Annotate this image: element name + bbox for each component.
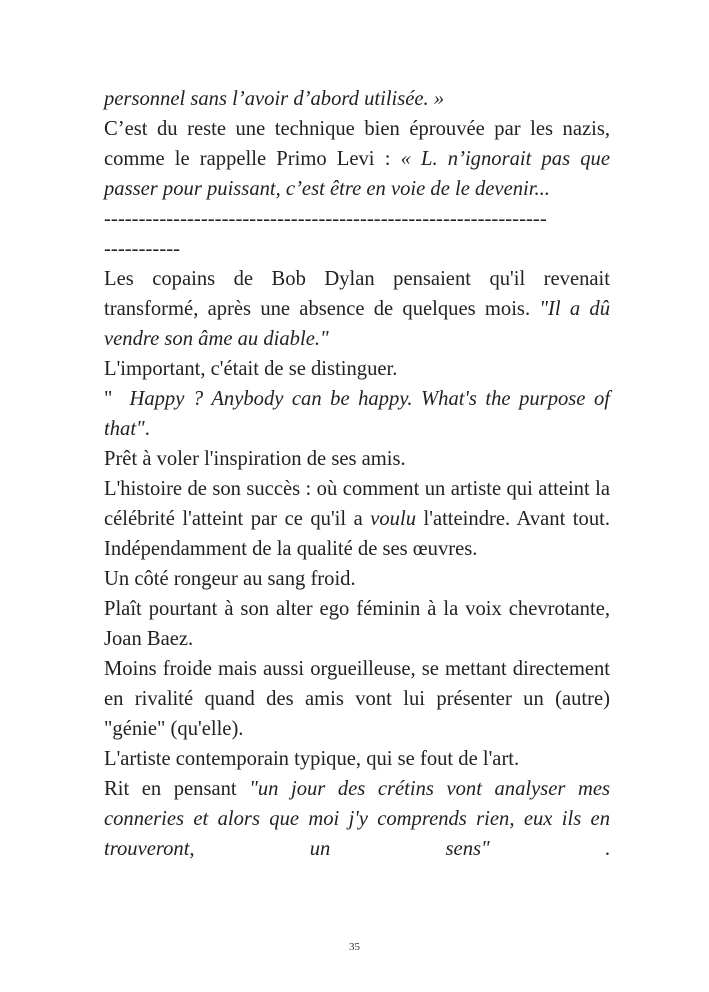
paragraph-5-open: " [104, 388, 130, 410]
paragraph-11: L'artiste contemporain typique, qui se fout de l'art. [104, 748, 520, 770]
page-body [104, 84, 610, 864]
diable-quote: "Il a dû vendre son âme au diable." [104, 298, 610, 350]
paragraph-10: Moins froide mais aussi orgueilleuse, se mettant directement en rivalité quand des amis vont lui présenter un (autre) "génie" (qu'elle). [104, 658, 610, 740]
paragraph-8: Un côté rongeur au sang froid. [104, 568, 356, 590]
paragraph-12-text: Rit en pensant [104, 778, 250, 800]
paragraph-4: L'important, c'était de se distinguer. [104, 358, 398, 380]
page-number: 35 [349, 941, 360, 953]
paragraph-7-text: L'histoire de son succès : où comment un artiste qui atteint la célébrité l'atteint par ce qu'il a [104, 478, 610, 530]
happy-quote: Happy ? Anybody can be happy. What's the purpose of that" [104, 388, 610, 440]
cretins-quote: "un jour des crétins vont analyser mes conneries et alors que moi j'y comprends rien, eux ils en trouveront, un sens" [104, 778, 610, 860]
voulu-emphasis: voulu [370, 508, 417, 530]
paragraph-5-end: . [144, 418, 150, 440]
paragraph-3-text: Les copains de Bob Dylan pensaient qu'il revenait transformé, après une absence de quelques mois. [104, 268, 610, 320]
paragraph-5 [104, 384, 610, 444]
paragraph-2 [104, 114, 610, 204]
separator-line-2: ----------- [104, 238, 181, 260]
paragraph-12 [104, 774, 610, 864]
paragraph-9: Plaît pourtant à son alter ego féminin à la voix chevrotante, Joan Baez. [104, 598, 610, 650]
separator-line-1: ---------------------------------------------------------------- [104, 208, 547, 230]
paragraph-7-rest: l'atteindre. Avant tout. Indépendamment de la qualité de ses œuvres. [104, 508, 610, 560]
paragraph-6: Prêt à voler l'inspiration de ses amis. [104, 448, 406, 470]
paragraph-1: personnel sans l’avoir d’abord utilisée. » [104, 88, 445, 110]
paragraph-3 [104, 264, 610, 354]
primo-levi-quote: « L. n’ignorait pas que passer pour puissant, c’est être en voie de le devenir... [104, 148, 610, 200]
paragraph-12-end: . [489, 838, 610, 860]
paragraph-7 [104, 474, 610, 564]
paragraph-2-text: C’est du reste une technique bien éprouvée par les nazis, comme le rappelle Primo Levi : [104, 118, 610, 170]
